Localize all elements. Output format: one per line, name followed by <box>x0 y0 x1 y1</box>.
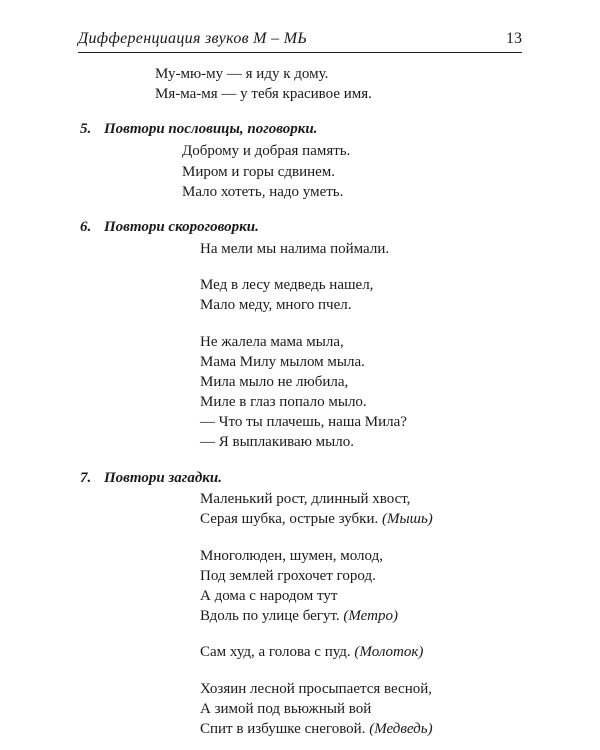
proverb-2: Миром и горы сдвинем. <box>182 164 336 180</box>
riddle-answer-bear: (Медведь) <box>369 721 433 737</box>
riddle-line-8: Хозяин лесной просыпается весной, <box>200 681 433 697</box>
tongue-twister-line-5: Мама Милу мылом мыла. <box>200 354 365 370</box>
page-number: 13 <box>506 30 522 47</box>
tongue-twister-line-2: Мед в лесу медведь нашел, <box>200 277 374 293</box>
riddle-answer-mouse: (Мышь) <box>381 511 433 527</box>
riddle-line-10-text: Спит в избушке снеговой. <box>200 721 366 737</box>
riddle-line-9: А зимой под вьюжный вой <box>200 701 372 717</box>
riddle-line-6-text: Вдоль по улице бегут. <box>200 608 340 624</box>
section-7-number: 7. <box>80 470 92 486</box>
section-6-number: 6. <box>80 219 92 235</box>
section-5-title: Повтори пословицы, поговорки. <box>104 121 318 137</box>
riddle-answer-hammer: (Молоток) <box>354 644 424 660</box>
section-5-number: 5. <box>80 121 92 137</box>
tongue-twister-line-9: — Я выплакиваю мыло. <box>200 434 354 450</box>
riddle-line-5: А дома с народом тут <box>200 588 338 604</box>
riddle-line-2-text: Серая шубка, острые зубки. <box>200 511 379 527</box>
intro-line-2: Мя-ма-мя — у тебя красивое имя. <box>155 86 372 102</box>
tongue-twister-line-6: Мила мыло не любила, <box>200 374 349 390</box>
tongue-twister-line-3: Мало меду, много пчел. <box>200 297 352 313</box>
section-6-heading <box>80 217 259 237</box>
riddle-line-6 <box>200 606 398 626</box>
proverb-1: Доброму и добрая память. <box>182 143 351 159</box>
riddle-line-10 <box>200 719 433 739</box>
tongue-twister-line-1: На мели мы налима поймали. <box>200 241 390 257</box>
tongue-twister-line-8: — Что ты плачешь, наша Мила? <box>200 414 407 430</box>
intro-line-1: Му-мю-му — я иду к дому. <box>155 66 329 82</box>
section-5-heading <box>80 119 318 139</box>
riddle-line-7-text: Сам худ, а голова с пуд. <box>200 644 351 660</box>
proverb-3: Мало хотеть, надо уметь. <box>182 184 344 200</box>
section-7-title: Повтори загадки. <box>104 470 222 486</box>
header-title: Дифференциация звуков М – МЬ <box>78 30 308 47</box>
riddle-answer-metro: (Метро) <box>343 608 398 624</box>
riddle-line-1: Маленький рост, длинный хвост, <box>200 491 411 507</box>
section-6-title: Повтори скороговорки. <box>104 219 259 235</box>
riddle-line-4: Под землей грохочет город. <box>200 568 376 584</box>
riddle-line-7 <box>200 642 423 662</box>
section-7-heading <box>80 468 222 488</box>
page-header <box>78 30 522 53</box>
tongue-twister-line-4: Не жалела мама мыла, <box>200 334 344 350</box>
riddle-line-2 <box>200 509 433 529</box>
tongue-twister-line-7: Миле в глаз попало мыло. <box>200 394 367 410</box>
riddle-line-3: Многолюден, шумен, молод, <box>200 548 383 564</box>
